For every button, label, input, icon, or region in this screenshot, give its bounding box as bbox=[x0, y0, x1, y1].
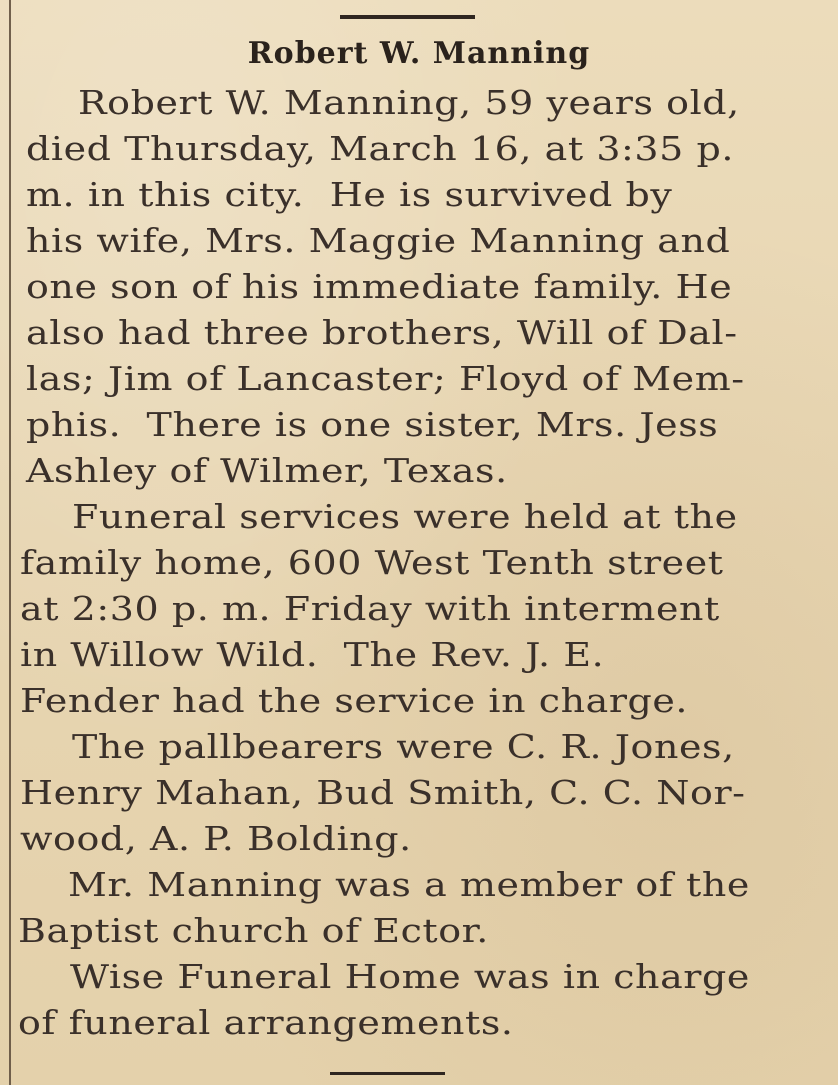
article-line: m. in this city. He is survived by bbox=[26, 175, 673, 214]
article-line: Fender had the service in charge. bbox=[20, 681, 689, 720]
article-line: Funeral services were held at the bbox=[72, 497, 738, 536]
article-line: died Thursday, March 16, at 3:35 p. bbox=[26, 129, 735, 168]
article-headline: Robert W. Manning bbox=[247, 36, 591, 71]
article-line: at 2:30 p. m. Friday with interment bbox=[20, 589, 720, 628]
article-line: Robert W. Manning, 59 years old, bbox=[78, 83, 740, 122]
article-line: Ashley of Wilmer, Texas. bbox=[26, 451, 508, 490]
article-line: Baptist church of Ector. bbox=[18, 911, 489, 950]
article-line: Mr. Manning was a member of the bbox=[68, 865, 750, 904]
article-line: also had three brothers, Will of Dal- bbox=[26, 313, 738, 352]
article-line: phis. There is one sister, Mrs. Jess bbox=[26, 405, 719, 444]
article-line: Wise Funeral Home was in charge bbox=[70, 957, 750, 996]
article-line: The pallbearers were C. R. Jones, bbox=[72, 727, 735, 766]
article-line: his wife, Mrs. Maggie Manning and bbox=[26, 221, 731, 260]
top-rule bbox=[340, 15, 475, 19]
article-line: in Willow Wild. The Rev. J. E. bbox=[20, 635, 605, 674]
article-line: Henry Mahan, Bud Smith, C. C. Nor- bbox=[20, 773, 746, 812]
bottom-rule bbox=[330, 1072, 445, 1075]
article-line: one son of his immediate family. He bbox=[26, 267, 733, 306]
article-line: las; Jim of Lancaster; Floyd of Mem- bbox=[26, 359, 745, 398]
article-line: family home, 600 West Tenth street bbox=[20, 543, 724, 582]
article-line: of funeral arrangements. bbox=[18, 1003, 514, 1042]
article-line: wood, A. P. Bolding. bbox=[20, 819, 412, 858]
column-rule bbox=[9, 0, 11, 1085]
